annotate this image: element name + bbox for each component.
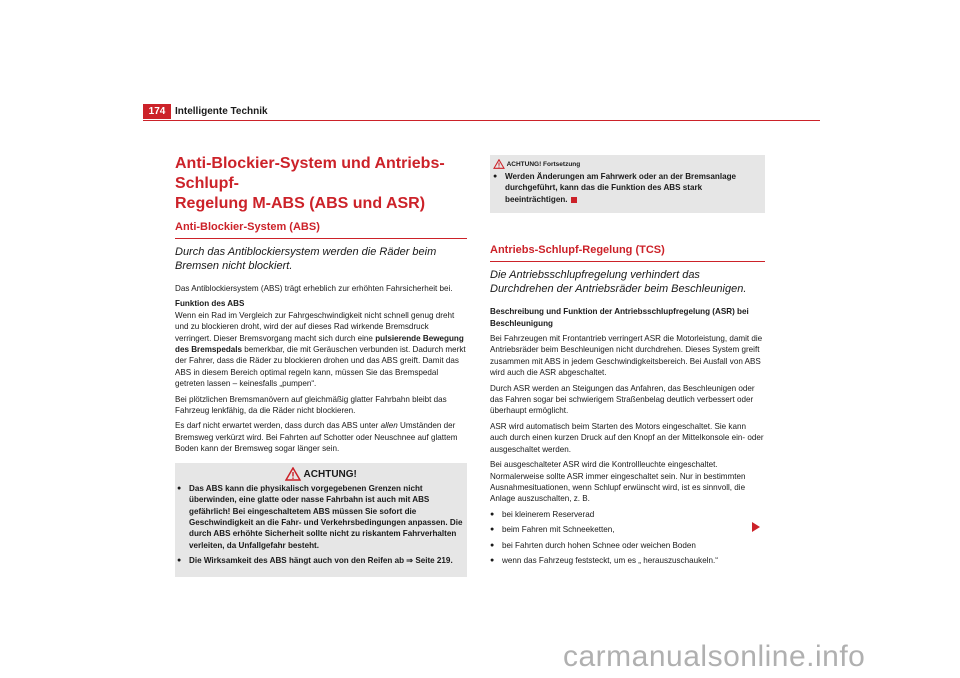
section-title: Intelligente Technik xyxy=(175,106,268,117)
header-rule xyxy=(143,120,820,121)
abs-function xyxy=(175,298,467,389)
warning-cont-text: Werden Änderungen am Fahrwerk oder an der Bremsanlage durchgeführt, kann das die Funktion des ABS stark beeinträchtigen. xyxy=(505,172,737,204)
tcs-desc-heading: Beschreibung und Funktion der Antriebsschlupfregelung (ASR) bei Beschleunigung xyxy=(490,307,749,328)
abs-para-2: Bei plötzlichen Bremsmanövern auf gleichmäßig glatter Fahrbahn bleibt das Fahrzeug lenkfähig, da die Räder nicht blockieren. xyxy=(175,394,447,416)
main-title-line-1: Anti-Blockier-System und Antriebs-Schlupf- xyxy=(175,155,445,192)
tcs-bullet-3: ● bei Fahrten durch hohen Schnee oder weichen Boden xyxy=(490,540,765,551)
warning-box xyxy=(175,463,467,577)
warning-title-row xyxy=(177,467,465,483)
right-column xyxy=(490,155,765,570)
end-marker-icon xyxy=(571,197,577,203)
left-column xyxy=(175,154,467,577)
tcs-bullet-4: ● wenn das Fahrzeug feststeckt, um es „ herauszuschaukeln.“ xyxy=(490,555,765,566)
para-3-a: Es darf nicht erwartet werden, dass durch das ABS unter xyxy=(175,421,381,431)
warning-title: ACHTUNG! xyxy=(303,468,357,480)
abs-para-3 xyxy=(175,420,467,454)
tcs-heading: Antriebs-Schlupf-Regelung (TCS) xyxy=(490,243,765,262)
function-bold: pulsierende Bewegung des Bremspedals xyxy=(175,333,464,355)
tcs-para-4: Bei ausgeschalteter ASR wird die Kontrollleuchte eingeschaltet. Normalerweise sollte ASR immer eingeschaltet sein. Nur in bestimmten Ausnahmesituationen, wenn Schlupf erwünscht wird, ist es sinnvoll, die Anlage auszuschalten, z. B. xyxy=(490,460,746,504)
tcs-bullet-2: ● beim Fahren mit Schneeketten, xyxy=(490,524,765,535)
warning-item-2 xyxy=(177,555,465,566)
para-3-italic: allen xyxy=(380,421,398,431)
tcs-lead: Die Antriebsschlupfregelung verhindert das Durchdrehen der Antriebsräder beim Beschleunigen. xyxy=(490,269,747,296)
warning-triangle-icon xyxy=(285,467,301,481)
function-text-2: bemerkbar, die mit Geräuschen verbunden ist. Dadurch merkt der Fahrer, dass die Räder zu blockieren drohen und das ABS greift. Damit das ABS in diesem Bereich optimal regeln kann, müssen Sie das Bremspedal getreten lassen – keinesfalls „pumpen“. xyxy=(175,345,466,389)
function-heading: Funktion des ABS xyxy=(175,299,245,309)
tcs-para-2: Durch ASR werden an Steigungen das Anfahren, das Beschleunigen oder das Fahren sogar bei schwierigem Straßenbelag deutlich verbessert oder überhaupt ermöglicht. xyxy=(490,383,755,416)
page-number: 174 xyxy=(143,104,171,119)
watermark: carmanualsonline.info xyxy=(563,640,866,673)
function-text-1: Wenn ein Rad im Vergleich zur Fahrgeschwindigkeit nicht schnell genug dreht und zu blockieren droht, wird der auf dieses Rad wirkende Bremsdruck verringert. Dieser Bremsvorgang macht sich durch eine xyxy=(175,310,455,343)
main-title-line-2: Regelung M-ABS (ABS und ASR) xyxy=(175,195,426,212)
abs-heading: Anti-Blockier-System (ABS) xyxy=(175,220,467,239)
warning-item-2-text[interactable]: Die Wirksamkeit des ABS hängt auch von den Reifen ab ⇒ Seite 219. xyxy=(189,556,453,566)
main-title xyxy=(175,154,467,214)
para-3-b: Umständen der Bremsweg verkürzt wird. Bei Fahrten auf Schotter oder Neuschnee auf glattem Boden kann der Bremsweg sogar länger sein. xyxy=(175,421,458,454)
tcs-para-3: ASR wird automatisch beim Starten des Motors eingeschaltet. Sie kann auch durch einen kurzen Druck auf den Knopf an der Mittelkonsole ein- oder ausgeschaltet werden. xyxy=(490,421,764,454)
warning-item-1: ● Das ABS kann die physikalisch vorgegebenen Grenzen nicht überwinden, eine glatte oder nasse Fahrbahn ist auch mit ABS gefährlich! Bei eingeschaltetem ABS müssen Sie sofort die Geschwindigkeit an die Fahr- und Verkehrsbedingungen anpassen. Die durch ABS erhöhte Sicherheit sollte nicht zu riskantem Fahrverhalten verleiten, da Unfallgefahr besteht. xyxy=(177,483,465,551)
abs-intro: Das Antiblockiersystem (ABS) trägt erheblich zur erhöhten Fahrsicherheit bei. xyxy=(175,284,453,293)
abs-lead: Durch das Antiblockiersystem werden die Räder beim Bremsen nicht blockiert. xyxy=(175,246,437,272)
warning-cont-item xyxy=(493,171,762,205)
warning-cont-title-row xyxy=(493,159,762,171)
tcs-bullet-1: ● bei kleinerem Reserverad xyxy=(490,509,765,520)
next-page-arrow-icon[interactable] xyxy=(752,522,760,532)
warning-triangle-icon xyxy=(493,159,505,169)
tcs-para-1: Bei Fahrzeugen mit Frontantrieb verringert ASR die Motorleistung, damit die Antriebsräder beim Beschleunigen nicht durchdrehen. Dieses System greift zusammen mit ABS in jedem Geschwindigkeitsbereich. Bei Ausfall von ABS wird auch die ASR abgeschaltet. xyxy=(490,334,763,378)
warning-continued-box xyxy=(490,155,765,213)
warning-cont-title: ACHTUNG! Fortsetzung xyxy=(506,161,581,168)
